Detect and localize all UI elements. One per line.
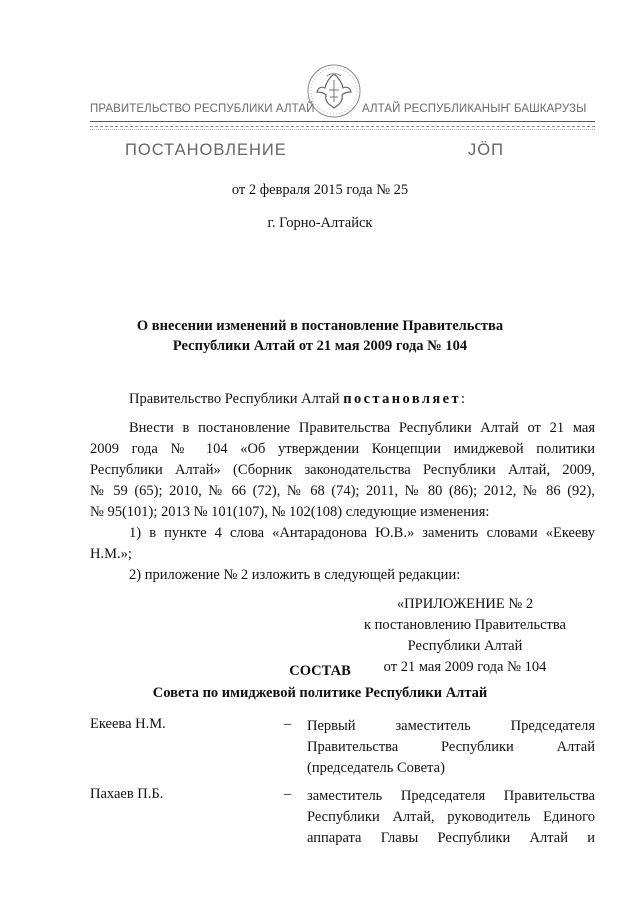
doc-type-ru: ПОСТАНОВЛЕНИЕ (125, 141, 287, 159)
appendix-line-4: от 21 мая 2009 года № 104 (383, 659, 547, 675)
body-p1-line-5: № 95(101); 2013 № 101(107), № 102(108) следующие изменения: (90, 504, 490, 520)
body-item1-line-2: Н.М.»; (90, 546, 132, 562)
coat-of-arms-icon (305, 62, 363, 120)
date-line: от 2 февраля 2015 года № 25 (231, 182, 409, 198)
body-item1-line-1: 1) в пункте 4 слова «Антарадонова Ю.В.» заменить словами «Екееву (129, 525, 595, 541)
member-role-line: Республики Алтай, руководитель Единого (307, 809, 595, 825)
member-role (307, 716, 595, 779)
header-rule (90, 121, 595, 122)
member-role-line: Правительства Республики Алтай (307, 739, 595, 755)
member-name: Пахаев П.Б. (90, 786, 164, 802)
member-role-line: аппарата Главы Республики Алтай и (307, 830, 595, 846)
member-role-line: Первый заместитель Председателя (307, 718, 595, 734)
body-p1-line-2: 2009 года № 104 «Об утверждении Концепции имиджевой политики (90, 441, 595, 457)
city-line: г. Горно-Алтайск (267, 215, 373, 231)
member-name: Екеева Н.М. (90, 716, 166, 732)
member-dash: – (284, 786, 292, 802)
header-org-left: ПРАВИТЕЛЬСТВО РЕСПУБЛИКИ АЛТАЙ (90, 103, 315, 115)
title-line-2: Республики Алтай от 21 мая 2009 года № 104 (172, 338, 468, 354)
member-dash: – (284, 716, 292, 732)
header-rule-dashed (90, 126, 595, 127)
composition-heading: СОСТАВ (289, 663, 351, 679)
appendix-line-3: Республики Алтай (407, 638, 523, 654)
header-rule-dotted (90, 129, 595, 130)
body-p1-line-1: Внести в постановление Правительства Республики Алтай от 21 мая (129, 420, 595, 436)
body-p1-line-3: Республики Алтай» (Сборник законодательства Республики Алтай, 2009, (90, 462, 595, 478)
body-p1-line-4: № 59 (65); 2010, № 66 (72), № 68 (74); 2011, № 80 (86); 2012, № 86 (92), (90, 483, 595, 499)
composition-subheading: Совета по имиджевой политике Республики Алтай (152, 685, 488, 701)
member-role-line: заместитель Председателя Правительства (307, 788, 595, 804)
member-role-line: (председатель Совета) (307, 760, 445, 776)
doc-type-alt: ЈӦП (468, 141, 504, 159)
preamble-colon: : (461, 391, 466, 407)
preamble-lead: Правительство Республики Алтай (129, 391, 344, 407)
title-line-1: О внесении изменений в постановление Правительства (136, 318, 504, 334)
preamble-verb: постановляет (343, 391, 461, 407)
appendix-line-2: к постановлению Правительства (364, 617, 566, 633)
preamble (129, 389, 465, 410)
member-role (307, 786, 595, 849)
header-org-right: АЛТАЙ РЕСПУБЛИКАНЫҤ БАШКАРУЗЫ (362, 103, 587, 115)
body-item2: 2) приложение № 2 изложить в следующей редакции: (129, 567, 461, 583)
appendix-line-1: «ПРИЛОЖЕНИЕ № 2 (396, 596, 534, 612)
